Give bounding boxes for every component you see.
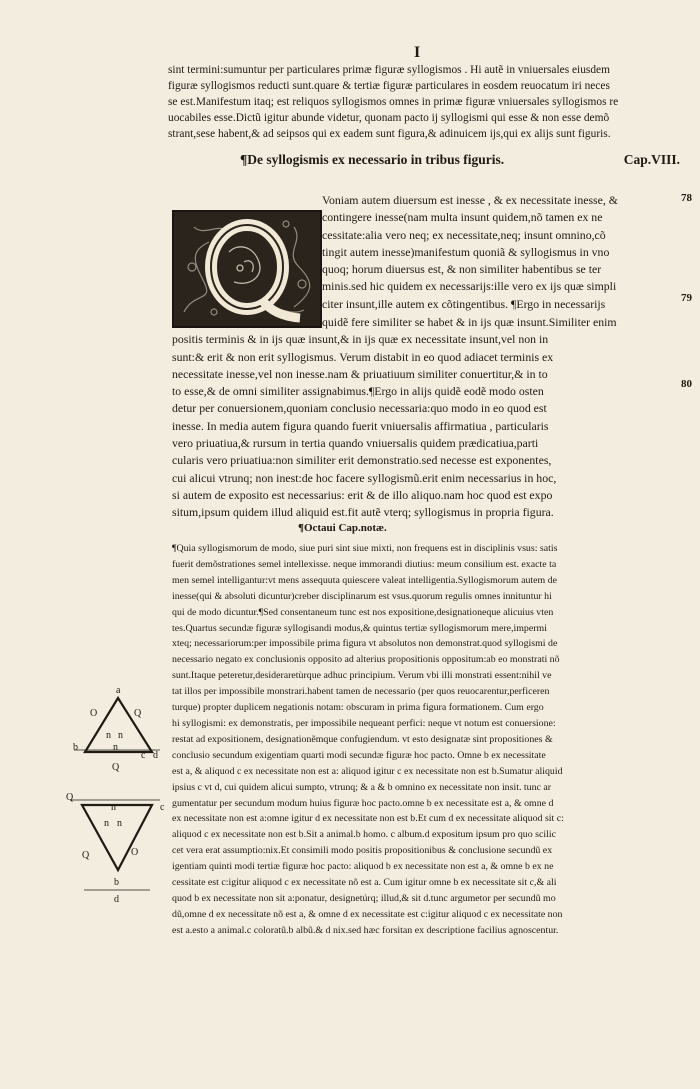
text-line: sunt:& erit & non erit syllogismus. Verum distabit in eo quod adiacet terminis ex: [172, 349, 554, 364]
top-paragraph: [168, 62, 680, 142]
diagram-label: O: [131, 847, 139, 858]
diagram-label: n: [106, 730, 111, 741]
text-line: figuræ syllogismos reducti sunt.quare & tertiæ figuræ particulares in eosdem reuocatum iri neces: [168, 80, 610, 92]
text-line: ¶Quia syllogismorum de modo, siue puri sint siue mixti, non frequens est in disciplinis vsus: satis: [172, 543, 558, 554]
diagram-label: n: [104, 818, 109, 829]
text-line: men semel intelligantur:vt mens assequuta quiescere valeat intelligentia.Syllogismorum autem de: [172, 574, 558, 586]
chapter-heading: [240, 152, 680, 168]
page-number: I: [414, 44, 421, 61]
text-line: citer insunt,ille autem ex cõtingentibus. ¶Ergo in necessarijs: [322, 296, 606, 311]
upper-triangle-diagram: [73, 685, 160, 773]
text-line: xteq; necessariorum:per impossibile prima figura vt absolutos non demonstrat.quod syllogismi de: [172, 638, 558, 650]
text-line: dũ,omne d ex necessitate nõ est a, & omne d ex necessitate est c:igitur aliquod c ex necessitate non: [172, 908, 563, 920]
diagram-label: Q: [66, 792, 74, 803]
text-line: necessitate inesse,vel non inesse.nam & priuatiuum similiter conuertitur,& in to: [172, 366, 548, 381]
text-line: to esse,& de omni similiter assignabimus.¶Ergo in alijs quidẽ eodẽ modo osten: [172, 384, 544, 399]
text-line: cet vera erat assumptio:nix.Et consimili modo positis propositionibus & conclusione secundũ ex: [172, 845, 553, 857]
text-line: igentiam quinti modi tertiæ figuræ hoc pacto: aliquod b ex necessitate non est a, & omne b ex ne: [172, 861, 554, 873]
text-line: conclusio secundum exigentiam quarti modi secundæ figuræ hoc pacto. Omne b ex necessitate: [172, 749, 546, 761]
text-line: cessitate est c:igitur aliquod c ex necessitate nõ est a. Cum igitur omne b ex necessitate sit c,& ali: [172, 877, 557, 889]
text-line: turque) propter duplicem negationis notam: obscuram in prima figura formationem. Cum ergo: [172, 702, 544, 714]
text-line: gumentatur per secundum modum huius figuræ hoc pacto.omne b ex necessitate est a, & omne d: [172, 797, 554, 809]
text-line: quidẽ fere similiter se habet & in ijs quæ insunt.Similiter enim: [322, 315, 617, 329]
text-line: strant,sese habent,& ad seipsos qui ex eadem sunt figura,& adinuicem ijs,qui ex alijs sunt figuris.: [168, 128, 611, 140]
text-line: vero priuatiua,& rursum in tertia quando vniuersalis quidem prædicatiua,parti: [172, 436, 539, 451]
text-line: inesse(qui & absoluti dicuntur)creber disciplinarum est vsus.quorum regulis omnes innituntur hi: [172, 590, 552, 602]
text-line: cessitate:alia vero neq; ex necessitate,neq; insunt omnino,cõ: [322, 227, 606, 242]
text-line: ex necessitate non est a:omne igitur d ex necessitate non est b.Et cum d ex necessitate aliquod sit c:: [172, 813, 564, 825]
text-line: sunt.Itaque peteretur,desideraretùrque adhuc principium. Verum vbi illi monstrati essent:nihil ve: [172, 670, 552, 682]
diagram-label: n: [118, 730, 123, 741]
text-line: quoq; horum diuersus est, & non similiter habentibus se ter: [322, 262, 602, 277]
diagram-label: b: [114, 877, 119, 888]
text-line: Voniam autem diuersum est inesse , & ex necessitate inesse, &: [322, 193, 618, 207]
text-line: inesse. In media autem figura quando fuerit vniuersalis affirmatiua , particularis: [172, 418, 549, 433]
lower-triangle-diagram: [66, 792, 165, 905]
main-text-beside-initial: [322, 192, 680, 313]
diagram-label: c: [141, 750, 146, 761]
text-line: se est.Manifestum itaq; est reliquos syllogismos omnes in primæ figuræ vniuersales syllogismos re: [168, 96, 619, 108]
diagram-label: a: [116, 685, 121, 696]
text-line: qui de modo dicuntur.¶Sed consentaneum tunc est nos expositione,designationeque alicuius vten: [172, 606, 554, 618]
text-line: minis.sed hic quidem ex necessarijs:ille vero ex ijs quæ simpli: [322, 279, 617, 294]
text-line: tat illos per impossibile monstrari.habent tamen de necessario (per quos reuocarentur,perficeren: [172, 686, 550, 698]
diagram-label: n: [111, 802, 116, 813]
text-line: aliquod c ex necessitate non est b.Sit a animal.b homo. c album.d expositum ipsum pro quo scilic: [172, 829, 556, 841]
margin-number: 79: [681, 292, 692, 304]
margin-number: 80: [681, 378, 692, 390]
diagram-label: Q: [82, 850, 90, 861]
diagram-label: d: [114, 894, 119, 905]
text-line: restat ad expositionem, designationẽmque confugiendum. vt esto designatæ sint propositiones &: [172, 733, 553, 745]
text-line: fuerit demõstrationes semel intellexisse. neque immorandi diutius: meum consilium est. exacte ta: [172, 558, 557, 570]
text-line: tingit autem inesse)manifestum quoniã & syllogismus in vno: [322, 244, 610, 259]
commentary-text: [172, 541, 682, 939]
text-line: hi syllogismi: ex demonstratis, per impossibile nequeant perfici: neque vt notum est conuersione:: [172, 717, 556, 729]
margin-number: 78: [681, 192, 692, 204]
diagram-label: b: [73, 742, 78, 753]
diagram-label: c: [160, 802, 165, 813]
notes-heading: ¶Octaui Cap.notæ.: [298, 522, 387, 534]
diagram-label: Q: [112, 762, 120, 773]
diagram-label: O: [90, 708, 98, 719]
text-line: situm,ipsum quidem illud aliquid est.fit autẽ vterq; syllogismus in propria figura.: [172, 505, 554, 520]
text-line: ipsius c vt d, cui quidem alicui sumpto, vtrunq; & a & b omnino ex necessitate non insit. tunc ar: [172, 781, 552, 793]
diagram-label: d: [153, 750, 158, 761]
text-line: si autem de exposito est necessarius: erit & de illo aliquo.nam hoc quod est expo: [172, 487, 553, 502]
text-line: uocabiles esse.Dictũ igitur abunde videtur, quonam pacto ij syllogismi qui esse & non esse demõ: [168, 112, 610, 124]
text-line: est a, & aliquod c ex necessitate non est a: aliquod igitur c ex necessitate non est b.Sumatur aliquid: [172, 765, 563, 777]
chapter-title: ¶De syllogismis ex necessario in tribus figuris.: [240, 152, 505, 167]
main-text: [172, 314, 680, 522]
text-line: est a.esto a animal.c coloratũ.b albũ.& d nix.sed hæc forsitan ex descriptione facilius agnoscentur.: [172, 924, 559, 936]
text-line: cularis vero priuatiua:non similiter erit demonstratio.sed necesse est exponentes,: [172, 453, 552, 468]
text-line: contingere inesse(nam multa insunt quidem,nõ tamen ex ne: [322, 210, 603, 225]
chapter-number: Cap.VIII.: [623, 152, 680, 167]
text-line: positis terminis & in ijs quæ insunt,& in ijs quæ ex necessitate insunt,vel non in: [172, 332, 549, 347]
text-line: tes.Quartus secundæ figuræ syllogisandi modus,& quintus tertiæ syllogismorum mere,impermi: [172, 622, 547, 634]
diagram-label: n: [113, 742, 118, 753]
decorated-initial-q-image: [172, 210, 322, 328]
text-line: necessario negato ex conclusionis opposito ad alterius propositionis oppositum:ab eo monstrati nõ: [172, 654, 560, 666]
text-line: quod b ex necessitate non sit a:ponatur, designetúrq; illud,& sit d.tunc argumetor per secundũ mo: [172, 892, 556, 904]
text-line: sint termini:sumuntur per particulares primæ figuræ syllogismos . Hi autẽ in vniuersales eiusdem: [168, 64, 610, 76]
diagram-label: n: [117, 818, 122, 829]
text-line: detur per conuersionem,quoniam conclusio necessaria:quo modo in eo quod est: [172, 401, 547, 416]
diagram-label: Q: [134, 708, 142, 719]
text-line: cui alicui vtrunq; non inest:de hoc facere syllogismũ.erit enim necessarius in hoc,: [172, 470, 557, 485]
